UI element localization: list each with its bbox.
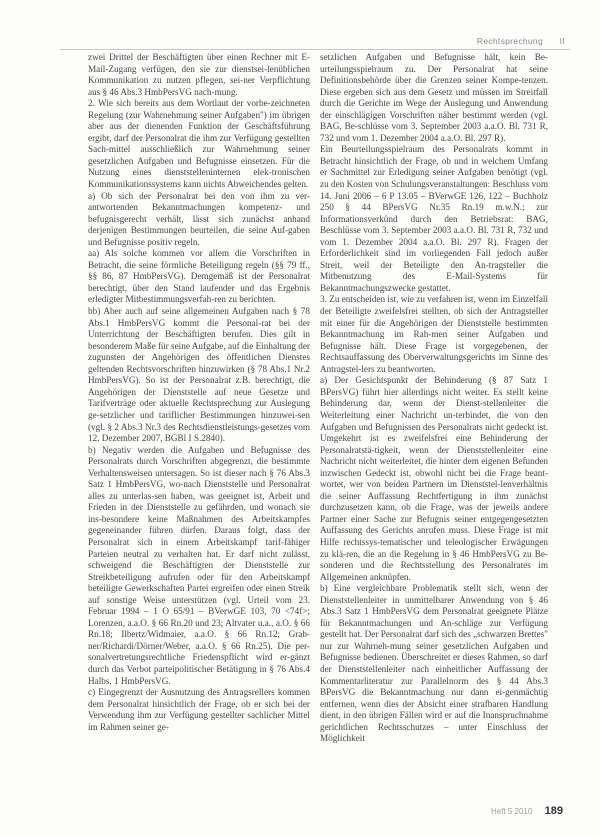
section-title: Rechtsprechung (476, 36, 543, 46)
page-footer (491, 805, 563, 817)
paragraph: 2. Wie sich bereits aus dem Wortlaut der vorbe-zeichneten Regelung (zur Wahrnehmung seiner Aufgaben") im übrigen aber aus der dienenden Funktion der Geschäftsführung ergibt, darf der Personalrat die ihm zur Verfügung gestellten Sach-mittel ausschließlich zur Wahrnehmung seiner gesetzlichen Aufgaben und Befugnisse einsetzen. Für die Nutzung eines dienststelleninternen elek-tronischen Kommunikationssystems kann nichts Abweichendes gelten. (88, 98, 310, 190)
paragraph: setzlichen Aufgaben und Befugnisse hält, kein Be-urteilungsspielraum zu. Der Personalrat hat seine Definitionsbehörde über die Grenzen seiner Kompe-tenzen. Diese ergeben sich aus dem Gesetz und müssen im Streitfall durch die Gerichte im Wege der Auslegung und Anwendung der einschlägigen Vorschriften näher bestimmt werden (vgl. BAG, Be-schlüsse vom 3. September 2003 a.a.O. Bl. 731 R, 732 und vom 1. Dezember 2004 a.a.O. Bl. 297 R). (320, 52, 548, 143)
paragraph: b) Eine vergleichbare Problematik stellt sich, wenn der Dienststellenleiter in unmittelbarer Anwendung von § 46 Abs.3 Satz 1 HmbPersVG dem Personalrat geeignete Plätze für Bekanntmachungen und An-schläge zur Verfügung gestellt hat. Der Personalrat darf sich des „schwarzen Brettes" nur zur Wahrneh-mung seiner gesetzlichen Aufgaben und Befugnisse bedienen. Überschreitet er dieses Rahmen, so darf der Dienststellenleiter nach einheitlicher Auffassung der Kommentarliteratur zur Parallelnorm des § 44 Abs.3 BPersVG die Bekanntmachung nur dann ei-genmächtig entfernen, wenn dies der Absicht einer strafbaren Handlung dient, in den übrigen Fällen wird er auf die Inanspruchnahme gerichtlichen Rechtsschutzes – unter Einschluss der Möglichkeit (320, 583, 548, 744)
paragraph: a) Ob sich der Personalrat bei den von ihm zu ver-antwortenden Bekanntmachungen kompetenz- und befugnisgerecht verhält, lässt sich zunächst anhand derjenigen Bestimmungen beurteilen, die seine Auf-gaben und Befugnisse positiv regeln. (88, 190, 310, 247)
issue-label: Heft 5 2010 (491, 807, 533, 816)
paragraph: 3. Zu entscheiden ist, wie zu verfahren ist, wenn im Einzelfall der Beteiligte zweifelsfrei stellten, ob sich der Antragsteller mit einer für die Angehörigen der Dienststelle bestimmten Bekanntmachung im Rah-men seiner Aufgaben und Befugnisse hält. Diese Frage ist vorgegebenen, der Rechtsauffassung des Oberverwaltungsgerichts im Sinne des Antragstel-lers zu beantworten. (320, 294, 548, 374)
left-column (88, 52, 310, 733)
right-column (320, 52, 548, 745)
paragraph: b) Negativ werden die Aufgaben und Befugnisse des Personalrats durch Vorschriften abgegrenzt, die bestimmte Verhaltensweisen untersagen. So ist dieser nach § 76 Abs.3 Satz 1 HmbPersVG, wo-nach Dienststelle und Personalrat alles zu unterlas-sen haben, was geeignet ist, Arbeit und Frieden in der Dienststelle zu gefährden, und wonach sie ins-besondere keine Maßnahmen des Arbeitskampfes gegeneinander führen dürfen. Daraus folgt, dass der Personalrat sich in einem Arbeitskampf tarif-fähiger Parteien neutral zu verhalten hat. Er darf nicht zulässt, schweigend die Beschäftigten der Dienststelle zur Streikbeteiligung aufrufen oder für den Arbeitskampf beteiligte Gewerkschaften Partei ergreifen oder einen Streik auf sonstige Weise unterstützen (vgl. Urteil vom 23. Februar 1994 – 1 O 65/91 – BVerwGE 103, 70 <74f>; Lorenzen, a.a.O. § 66 Rn.20 und 23; Altvater u.a., a.O. § 66 Rn.18; Ilbertz/Widmaier, a.a.O. § 66 Rn.12; Grab-ner/Richardi/Dörner/Weber, a.a.O. § 66 Rn.25). Die per-sonalvertretungsrechtliche Friedenspflicht wird er-gänzt durch das Verbot parteipolitischer Betätigung in § 76 Abs.4 Halbs. 1 HmbPersVG. (88, 444, 310, 686)
paragraph: c) Eingegrenzt der Ausnutzung des Antragsrellers kommen dem Personalrat hinsichtlich der Frage, ob er sich bei der Verwendung ihm zur Verfügung gestellter sachlicher Mittel im Rahmen seiner ge- (88, 687, 310, 732)
section-marker: II (559, 36, 565, 46)
paragraph: Ein Beurteilungsspielraum des Personalrats kommt in Betracht hinsichtlich der Frage, ob und in welchem Umfang er Sachmittel zur Erledigung seiner Aufgaben benötigt (vgl. zu den Kosten von Schulungsveranstaltungen: Beschluss vom 14. Juni 2006 – 6 P 13.05 – BVerwGE 126, 122 – Buchholz 250 § 44 BPersVG Nr.35 Rn.19 m.w.N.; zur Informationsverkünd durch den Betriebsrat: BAG, Beschlüsse vom 3. September 2003 a.a.O. Bl. 731 R, 732 und vom 1. Dezember 2004 a.a.O. Bl. 297 R). Fragen der Erforderlichkeit sind im vorliegenden Fall jedoch außer Streit, weil der Beteiligte den An-tragsteller die Mitbenutzung des E-Mail-Systems für Bekanntmachungszwecke gestattet. (320, 144, 548, 293)
paragraph: a) Der Gesichtspunkt der Behinderung (§ 87 Satz 1 BPersVG) führt hier allerdings nicht weiter. Es stellt keine Behinderung dar, wenn der Dienst-stellenleiter die Weiterleitung einer Nachricht un-terbindet, die von den Aufgaben und Befugnissen des Personalrats nicht gedeckt ist. Umgekehrt ist es zweifelsfrei eine Behinderung der Personalratstä-tigkeit, wenn der Dienststellenleiter eine Nachricht nicht weiterleitet, die hinter dem eigenen Befunden inzwischen Gedeckt ist, obwohl nicht bei die Frage beant-wortet, wer von beiden Partnern im Dienststel-lenverhältnis die seiner Auffassung Rechtfertigung in ihm zunächst durchzusetzen kann, ob die Frage, was der jeweils andere Partner einer Sache zur Befugnis seiner entgegengesetzten Auffassung des Gerichts anrufen muss. Diese Frage ist mit Hilfe rechtssys-tematischer und teleologischer Erwägungen zu klä-ren, die an die Regelung in § 46 HmbPersVG zu Be-sonderen und die Rechtsstellung des Personalrates im Allgemeinen anknüpfen. (320, 375, 548, 582)
paragraph: aa) Als solche kommen vor allem die Vorschriften in Betracht, die seine förmliche Beteiligung regeln (§§ 79 ff., §§ 86, 87 HmbPersVG). Demgemäß ist der Personalrat berechtigt, über den Stand laufender und das Ergebnis erledigter Mitbestimmungsverfah-ren zu berichten. (88, 248, 310, 305)
paragraph: bb) Aber auch auf seine allgemeinen Aufgaben nach § 78 Abs.1 HmbPersVG kommt die Personal-rat bei der Unterrichtung der Beschäftigten berufen. Dies gilt in besonderem Maße für seine Aufgabe, auf die Einhaltung der zugunsten der Angehörigen des öffentlichen Dienstes geltenden Rechtsvorschriften hinzuwirken (§ 78 Abs.1 Nr.2 HmbPersVG). So ist der Personalrat z.B. berechtigt, die Angehörigen der Dienststelle auf neue Gesetze und Tarifverträge oder aktuelle Rechtsprechung zur Auslegung ge-setzlicher und tariflicher Bestimmungen hinzuwei-sen (vgl. § 2 Abs.3 Nr.3 des Rechtsdienstleistungs-gesetzes vom 12. Dezember 2007, BGBl I S.2840). (88, 306, 310, 444)
running-header (477, 36, 565, 46)
header-rule (60, 49, 570, 50)
paragraph: zwei Drittel der Beschäftigten über einen Rechner mit E-Mail-Zugang verfügen, den sie zur dienstsei-lenüblichen Kommunikation zu nutzen pflegen, sei-ner Verpflichtung aus § 46 Abs.3 HmbPersVG nach-mung. (88, 52, 310, 97)
page-number: 189 (544, 805, 563, 817)
